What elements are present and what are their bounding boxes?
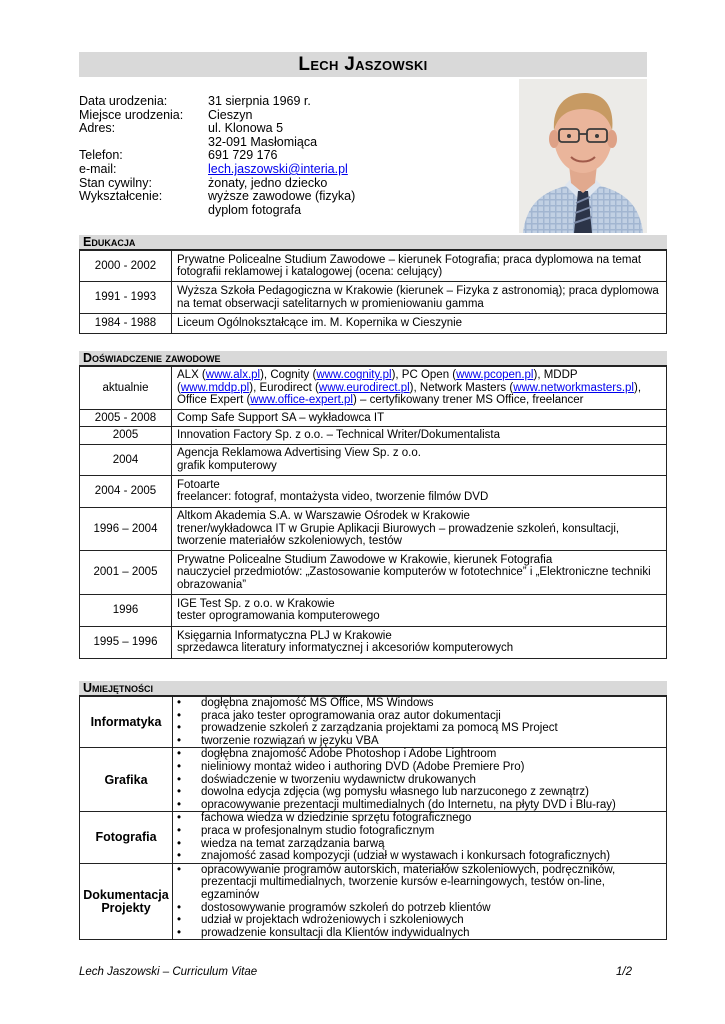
description-line: obrazowania”: [177, 578, 247, 591]
website-link[interactable]: www.mddp.pl: [180, 381, 250, 394]
skill-category-line: Informatyka: [90, 714, 162, 729]
skill-item: [173, 722, 662, 735]
row-description: [172, 550, 667, 594]
text-segment: ), PC Open (: [391, 369, 457, 382]
personal-row: [79, 177, 509, 191]
website-link[interactable]: www.pcopen.pl: [456, 369, 534, 382]
skill-item-line: • prowadzenie szkoleń z zarządzania projektami za pomocą MS Project: [201, 722, 558, 735]
description-line: freelancer: fotograf, montażysta video, tworzenie filmów DVD: [177, 491, 489, 504]
row-date: 2000 - 2002: [80, 251, 172, 282]
person-name: Lech Jaszowski: [298, 54, 428, 75]
skill-item-line: • prowadzenie konsultacji dla Klientów indywidualnych: [201, 926, 470, 939]
skill-items: [173, 748, 667, 812]
table-row: [80, 594, 667, 626]
table-row: [80, 475, 667, 507]
personal-value-line: dyplom fotografa: [208, 202, 302, 217]
description-line: Fotoarte: [177, 478, 220, 491]
personal-label: Wykształcenie:: [79, 189, 163, 204]
skill-list: [173, 812, 662, 862]
personal-value: [208, 149, 509, 163]
row-description: [172, 507, 667, 550]
personal-label: Telefon:: [79, 148, 123, 163]
personal-label: Stan cywilny:: [79, 175, 152, 190]
description-line: tester oprogramowania komputerowego: [177, 610, 380, 623]
text-segment: ), MDDP: [533, 369, 578, 382]
skill-item: [173, 850, 662, 863]
skill-item: [173, 697, 662, 710]
personal-info: [79, 95, 509, 217]
personal-value-line: wyższe zawodowe (fizyka): [208, 189, 356, 204]
skill-item: [173, 748, 662, 761]
row-description: [172, 367, 667, 410]
education-section-header: [79, 235, 667, 250]
skills-title: Umiejętności: [83, 681, 154, 695]
text-segment: ), Network Masters (: [409, 381, 514, 394]
skill-item-line: • udział w projektach wdrożeniowych i szkoleniowych: [201, 914, 464, 927]
description-line: trener/wykładowca IT w Grupie Aplikacji Biurowych – prowadzenie szkoleń, konsultacji,: [177, 522, 620, 535]
skill-item: [173, 735, 662, 748]
skill-item-line: • opracowywanie prezentacji multimedialnych (do Internetu, na płyty DVD i Blu-ray): [201, 798, 616, 811]
skill-item: [173, 927, 662, 940]
skill-item-line: prezentacji multimedialnych, tworzenie kursów e-learningowych, testów on-line,: [201, 876, 605, 889]
website-link[interactable]: www.cognity.pl: [316, 369, 392, 382]
row-date: 2004: [80, 444, 172, 475]
personal-row: [79, 149, 509, 163]
skill-item-line: egzaminów: [201, 888, 260, 901]
skill-item: [173, 902, 662, 915]
table-row: [80, 626, 667, 658]
skill-item-line: • fachowa wiedza w dziedzinie sprzętu fotograficznego: [201, 812, 472, 825]
email-link[interactable]: lech.jaszowski@interia.pl: [208, 161, 348, 176]
personal-label: Adres:: [79, 121, 116, 136]
description-line: Prywatne Policealne Studium Zawodowe – kierunek Fotografia; praca dyplomowa na temat: [177, 253, 642, 266]
skill-row: [80, 748, 667, 812]
personal-row: [79, 95, 509, 109]
website-link[interactable]: www.networkmasters.pl: [513, 381, 634, 394]
description-line: Comp Safe Support SA – wykładowca IT: [177, 412, 385, 424]
page-number: 1/2: [616, 966, 632, 978]
table-row: [80, 427, 667, 444]
name-header: [79, 52, 647, 77]
skill-item-line: • dowolna edycja zdjęcia (wg pomysłu własnego lub narzuconego z zewnątrz): [201, 786, 590, 799]
row-date: 1984 - 1988: [80, 314, 172, 334]
row-date: 1996 – 2004: [80, 507, 172, 550]
description-line: Wyższa Szkoła Pedagogiczna w Krakowie (kierunek – Fizyka z astronomią); praca dyplomowa: [177, 285, 659, 298]
description-line: nauczyciel przedmiotów: „Zastosowanie komputerów w fototechnice” i „Elektroniczne techniki: [177, 566, 651, 579]
personal-value-line: żonaty, jedno dziecko: [208, 175, 328, 190]
text-segment: Office Expert (: [177, 394, 251, 407]
skill-item: [173, 825, 662, 838]
personal-value: [208, 122, 509, 149]
description-line: Agencja Reklamowa Advertising View Sp. z o.o.: [177, 447, 421, 460]
skill-item-line: • praca jako tester oprogramowania oraz autor dokumentacji: [201, 709, 501, 722]
skill-items: [173, 812, 667, 863]
row-date: 2004 - 2005: [80, 475, 172, 507]
personal-value: [208, 177, 509, 191]
personal-value: [208, 95, 509, 109]
description-line: grafik komputerowy: [177, 459, 277, 472]
table-row: [80, 314, 667, 334]
website-link[interactable]: www.alx.pl: [205, 369, 261, 382]
text-segment: (: [177, 381, 181, 394]
education-title: Edukacja: [83, 235, 136, 249]
description-line: Innovation Factory Sp. z o.o. – Technical Writer/Dokumentalista: [177, 429, 501, 442]
description-line: Altkom Akademia S.A. w Warszawie Ośrodek w Krakowie: [177, 510, 470, 523]
skill-category-line: Grafika: [104, 772, 148, 787]
description-line: [177, 382, 661, 394]
skill-item: [173, 774, 662, 787]
skill-category-line: Fotografia: [95, 830, 157, 845]
skill-category: [80, 697, 173, 748]
portrait-icon: [519, 79, 647, 233]
skill-item-line: • opracowywanie programów autorskich, materiałów szkoleniowych, podręczników,: [201, 863, 616, 876]
personal-value: [208, 163, 509, 177]
table-row: [80, 367, 667, 410]
row-description: [172, 475, 667, 507]
personal-row: [79, 190, 509, 217]
skill-item: [173, 710, 662, 723]
skill-item-line: • znajomość zasad kompozycji (udział w wystawach i konkursach fotograficznych): [201, 850, 611, 863]
text-segment: ), Cognity (: [260, 369, 317, 382]
row-description: [172, 427, 667, 444]
description-line: [177, 394, 661, 406]
row-date: 2005: [80, 427, 172, 444]
text-segment: ) – certyfikowany trener MS Office, freelancer: [353, 394, 584, 407]
personal-value: [208, 190, 509, 217]
skill-item-line: • doświadczenie w tworzeniu wydawnictw drukowanych: [201, 773, 476, 786]
skill-row: [80, 863, 667, 940]
skill-category: [80, 812, 173, 863]
description-line: Liceum Ogólnokształcące im. M. Kopernika w Cieszynie: [177, 317, 463, 330]
footer-title: Lech Jaszowski – Curriculum Vitae: [79, 966, 258, 978]
page-footer: [79, 966, 632, 978]
row-date: 1991 - 1993: [80, 282, 172, 314]
table-row: [80, 251, 667, 282]
experience-title: Doświadczenie zawodowe: [83, 351, 221, 365]
row-description: [172, 626, 667, 658]
text-segment: ALX (: [177, 369, 206, 382]
row-description: [172, 251, 667, 282]
personal-row: [79, 109, 509, 123]
table-row: [80, 507, 667, 550]
row-description: [172, 314, 667, 334]
table-row: [80, 410, 667, 427]
website-link[interactable]: www.eurodirect.pl: [318, 381, 410, 394]
row-description: [172, 594, 667, 626]
personal-row: [79, 163, 509, 177]
skills-table: [79, 696, 667, 940]
skill-category-line: Projekty: [101, 900, 151, 915]
skill-item-line: • nieliniowy montaż wideo i authoring DVD (Adobe Premiere Pro): [201, 760, 525, 773]
skill-item: [173, 914, 662, 927]
personal-value-line: Cieszyn: [208, 107, 253, 122]
description-line: [177, 369, 661, 381]
description-line: Księgarnia Informatyczna PLJ w Krakowie: [177, 629, 392, 642]
skill-row: [80, 697, 667, 748]
skill-category: [80, 863, 173, 940]
row-description: [172, 444, 667, 475]
table-row: [80, 444, 667, 475]
skill-list: [173, 697, 662, 747]
experience-table: [79, 366, 667, 659]
skill-items: [173, 697, 667, 748]
skill-item-line: • dogłębna znajomość Adobe Photoshop i Adobe Lightroom: [201, 748, 497, 761]
table-row: [80, 282, 667, 314]
row-description: [172, 410, 667, 427]
personal-label: e-mail:: [79, 161, 117, 176]
description-line: tworzenie materiałów szkoleniowych, testów: [177, 535, 402, 548]
skill-items: [173, 863, 667, 940]
portrait-photo: [519, 79, 647, 233]
skill-category: [80, 748, 173, 812]
row-date: aktualnie: [80, 367, 172, 410]
skill-item: [173, 838, 662, 851]
table-row: [80, 550, 667, 594]
row-date: 2005 - 2008: [80, 410, 172, 427]
personal-row: [79, 122, 509, 149]
personal-value-line: 32-091 Masłomiąca: [208, 134, 318, 149]
education-table: [79, 250, 667, 334]
row-date: 1995 – 1996: [80, 626, 172, 658]
skill-list: [173, 748, 662, 811]
skill-item: [173, 761, 662, 774]
text-segment: ),: [633, 381, 642, 394]
skill-item-line: • tworzenie rozwiązań w języku VBA: [201, 734, 379, 747]
personal-label: Data urodzenia:: [79, 94, 168, 108]
experience-section-header: [79, 351, 667, 366]
skill-item: [173, 786, 662, 799]
skill-item-line: • dogłębna znajomość MS Office, MS Windows: [201, 697, 434, 709]
personal-value-line: ul. Klonowa 5: [208, 121, 284, 136]
personal-value-line: 691 729 176: [208, 148, 278, 163]
skill-item: [173, 799, 662, 812]
website-link[interactable]: www.office-expert.pl: [250, 394, 353, 407]
text-segment: ), Eurodirect (: [249, 381, 319, 394]
personal-value: [208, 109, 509, 123]
description-line: sprzedawca literatury informatycznej i akcesoriów komputerowych: [177, 642, 514, 655]
description-line: na temat obserwacji satelitarnych w promieniowaniu gamma: [177, 297, 484, 310]
row-date: 1996: [80, 594, 172, 626]
skill-item: [173, 864, 662, 902]
description-line: Prywatne Policealne Studium Zawodowe w Krakowie, kierunek Fotografia: [177, 553, 553, 566]
description-line: IGE Test Sp. z o.o. w Krakowie: [177, 597, 335, 610]
skill-item: [173, 812, 662, 825]
personal-value-line: 31 sierpnia 1969 r.: [208, 94, 311, 108]
skill-category-line: Dokumentacja: [83, 887, 169, 902]
skill-item-line: • wiedza na temat zarządzania barwą: [201, 837, 385, 850]
skill-row: [80, 812, 667, 863]
skill-item-line: • praca w profesjonalnym studio fotograficznym: [201, 824, 435, 837]
row-description: [172, 282, 667, 314]
skill-list: [173, 864, 662, 940]
skills-section-header: [79, 681, 667, 696]
personal-label: Miejsce urodzenia:: [79, 107, 184, 122]
row-date: 2001 – 2005: [80, 550, 172, 594]
description-line: fotografii reklamowej i katalogowej (ocena: celujący): [177, 266, 443, 278]
skill-item-line: • dostosowywanie programów szkoleń do potrzeb klientów: [201, 901, 491, 914]
